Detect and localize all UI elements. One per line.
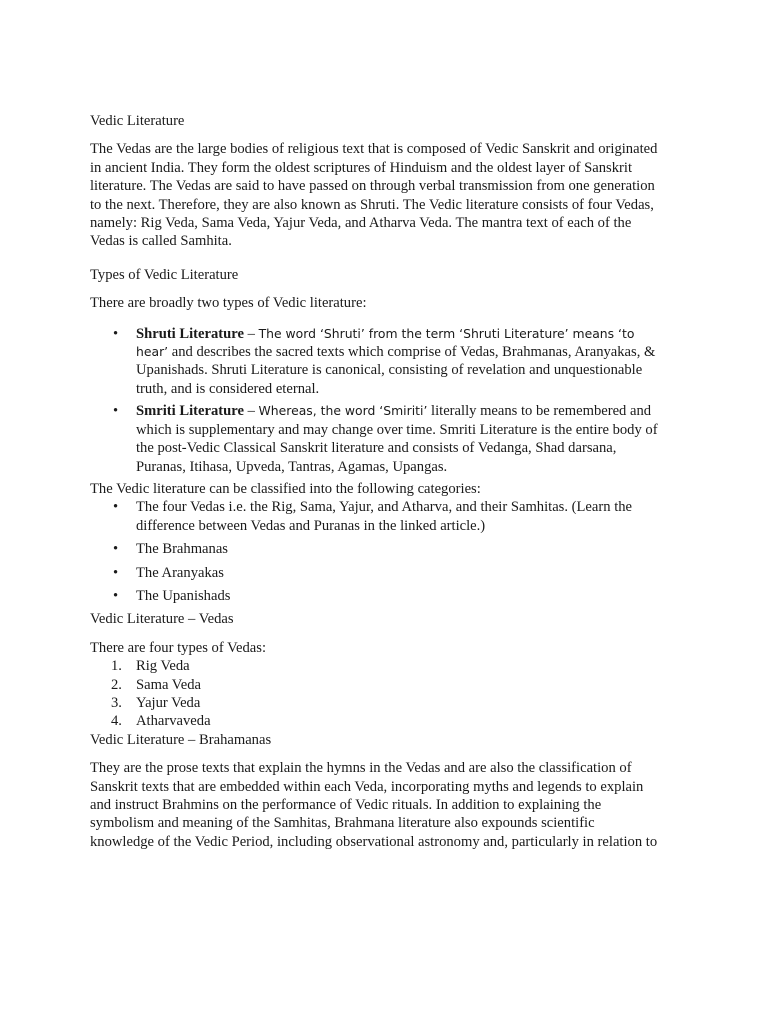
list-item-smriti	[90, 402, 660, 476]
vedas-list	[90, 657, 660, 731]
list-item	[90, 587, 660, 605]
list-item	[90, 694, 660, 712]
list-number: 1.	[111, 658, 122, 675]
types-list	[90, 325, 660, 476]
term-dash: –	[243, 403, 259, 420]
bullet-marker: •	[113, 499, 119, 516]
list-item	[90, 657, 660, 675]
categories-list	[90, 498, 660, 605]
list-item	[90, 712, 660, 730]
list-number: 4.	[111, 713, 122, 730]
bullet-marker: •	[113, 325, 119, 342]
intro-paragraph: The Vedas are the large bodies of religious text that is composed of Vedic Sanskrit and originated in ancient India. They form the oldest scriptures of Hinduism and the oldest layer of Sanskrit literature. The Vedas are said to have passed on through verbal transmission from one generation to the next. Therefore, they are also known as Shruti. The Vedic literature consists of four Vedas, namely: Rig Veda, Sama Veda, Yajur Veda, and Atharva Veda. The mantra text of each of the Vedas is called Samhita.	[90, 141, 658, 250]
term-title: Shruti Literature	[136, 325, 244, 342]
list-item	[90, 564, 660, 582]
veda-name: Atharvaveda	[136, 713, 211, 730]
list-item-shruti	[90, 325, 660, 399]
bullet-marker: •	[113, 541, 119, 558]
brahmanas-paragraph: They are the prose texts that explain the hymns in the Vedas and are also the classification of Sanskrit texts that are embedded within each Veda, incorporating myths and legends to explain and instruct Brahmins on the performance of Vedic rituals. In addition to explaining the symbolism and meaning of the Samhitas, Brahmana literature also expounds scientific knowledge of the Vedic Period, including observational astronomy and, particularly in relation to	[90, 760, 658, 850]
heading-brahmanas: Vedic Literature – Brahamanas	[90, 731, 272, 748]
term-description: and describes the sacred texts which comprise of Vedas, Brahmanas, Aranyakas, & Upanishads. Shruti Literature is canonical, consisting of revelation and unquestionable truth, and is considered eternal.	[136, 344, 656, 397]
category-text: The four Vedas i.e. the Rig, Sama, Yajur, and Atharva, and their Samhitas. (Learn the difference between Vedas and Puranas in the linked article.)	[136, 499, 633, 534]
veda-name: Yajur Veda	[136, 694, 201, 711]
heading-vedas: Vedic Literature – Vedas	[90, 611, 234, 628]
veda-name: Rig Veda	[136, 658, 190, 675]
term-dash: –	[243, 325, 259, 342]
term-lead: Whereas, the word ‘Smiriti’	[258, 403, 428, 419]
category-text: The Upanishads	[136, 587, 231, 604]
veda-name: Sama Veda	[136, 676, 201, 693]
term-lead: The word ‘Shruti’ from the term ‘Shruti Literature’ means ‘to hear’	[136, 325, 635, 360]
category-text: The Brahmanas	[136, 541, 228, 558]
list-item	[90, 540, 660, 558]
list-number: 2.	[111, 676, 122, 693]
bullet-marker: •	[113, 564, 119, 581]
term-title: Smriti Literature	[136, 403, 244, 420]
list-number: 3.	[111, 694, 122, 711]
term-description: literally means to be remembered and which is supplementary and may change over time. Smriti Literature is the entire body of the post-Vedic Classical Sanskrit literature and consists of Vedanga, Shad darsana, Puranas, Itihasa, Upveda, Tantras, Agamas, Upangas.	[136, 403, 658, 475]
document-page	[90, 112, 660, 866]
category-text: The Aranyakas	[136, 564, 224, 581]
types-intro: There are broadly two types of Vedic literature:	[90, 295, 367, 312]
bullet-marker: •	[113, 403, 119, 420]
bullet-marker: •	[113, 587, 119, 604]
heading-types: Types of Vedic Literature	[90, 266, 239, 283]
vedas-intro: There are four types of Vedas:	[90, 639, 267, 656]
heading-vedic-literature: Vedic Literature	[90, 113, 185, 129]
list-item	[90, 676, 660, 694]
list-item	[90, 498, 660, 535]
classified-intro: The Vedic literature can be classified into the following categories:	[90, 480, 481, 497]
